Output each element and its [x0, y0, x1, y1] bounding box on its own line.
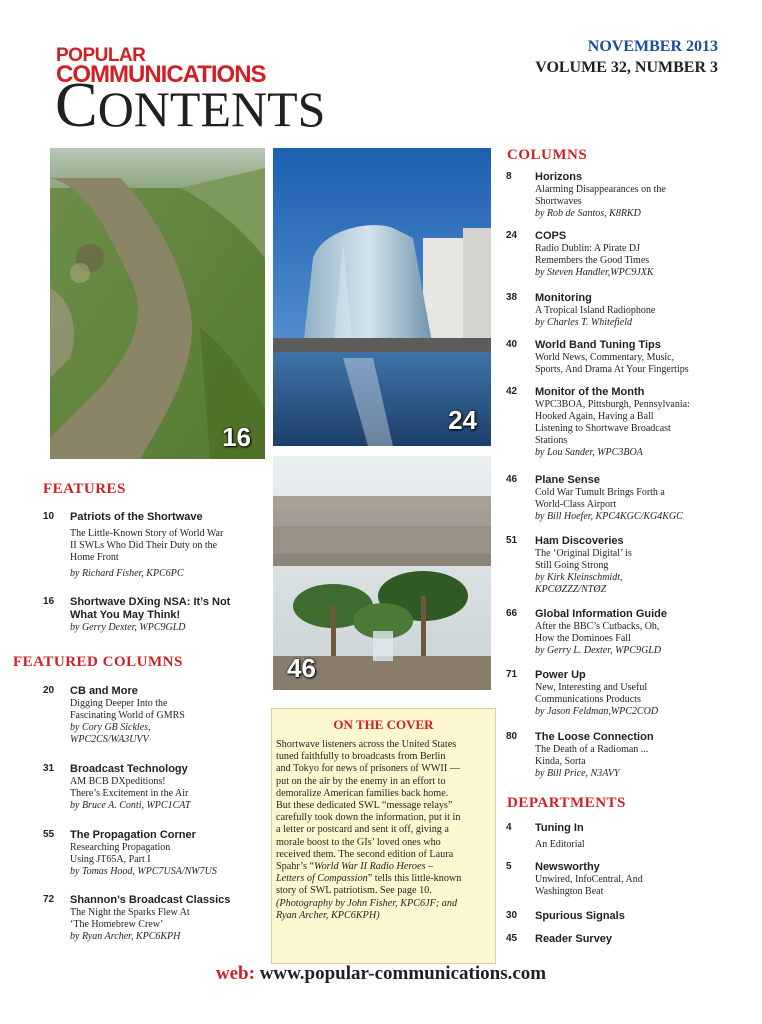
masthead-contents: CONTENTS — [55, 69, 326, 140]
entry-author: by Jason Feldman,WPC2COD — [535, 706, 659, 717]
page-number: 55 — [43, 829, 55, 840]
entry-author: by Rob de Santos, K8RKD — [535, 208, 641, 219]
entry-desc: The Death of a Radioman ... — [535, 744, 649, 755]
entry-title: Shannon’s Broadcast Classics — [70, 894, 231, 906]
entry-desc: The Little-Known Story of World War — [70, 528, 224, 539]
entry-title: Patriots of the Shortwave — [70, 511, 203, 523]
entry-desc: Unwired, InfoCentral, And — [535, 874, 643, 885]
page-number: 16 — [43, 596, 55, 607]
entry-author: WPC2CS/WA3UVV — [70, 734, 149, 745]
entry-title: Newsworthy — [535, 861, 600, 873]
web-label: web: — [215, 963, 255, 984]
entry-desc: Researching Propagation — [70, 842, 171, 853]
page-number: 30 — [506, 910, 518, 921]
page-number: 45 — [506, 933, 518, 944]
entry-desc: Listening to Shortwave Broadcast — [535, 423, 671, 434]
building-image — [273, 148, 491, 446]
page-number: 42 — [506, 386, 518, 397]
entry-author: by Lou Sander, WPC3BOA — [535, 447, 643, 458]
cover-text: Shortwave listeners across the United States tuned faithfully to broadcasts from Berlin and Tokyo for news of prisoners of WWII — put on the air by the enemy in an effort to demoralize American families back home. But these dedicated SWL “message relays” carefully took down the information, put it in a letter or postcard and sent it off, giving a morale boost to the GIs’ loved ones who received them. The second edition of Laura Spahr’s “World War II Radio Heroes – Letters of Compassion” tells this little-known story of SWL patriotism. See page 10. (Photography by John Fisher, KPC6JF; and Ryan Archer, KPC6KPH) — [276, 739, 462, 921]
page-number: 46 — [506, 474, 518, 485]
entry-desc: WPC3BOA, Pittsburgh, Pennsylvania: — [535, 399, 690, 410]
entry-title: Reader Survey — [535, 933, 613, 945]
entry-title: Plane Sense — [535, 474, 600, 486]
entry-desc: An Editorial — [535, 839, 585, 850]
page-number: 38 — [506, 292, 518, 303]
entry-author: by Richard Fisher, KPC6PC — [70, 568, 184, 579]
entry-desc: Cold War Tumult Brings Forth a — [535, 487, 665, 498]
page-number: 4 — [506, 822, 512, 833]
page-number: 5 — [506, 861, 512, 872]
entry-desc: II SWLs Who Did Their Duty on the — [70, 540, 218, 551]
entry-desc: Fascinating World of GMRS — [70, 710, 185, 721]
entry-author: by Cory GB Sickles, — [70, 722, 151, 733]
airport-atrium-photo — [273, 456, 491, 690]
entry-desc: Washington Beat — [535, 886, 604, 897]
entry-desc: AM BCB DXpeditions! — [70, 776, 166, 787]
entry-desc: World News, Commentary, Music, — [535, 352, 675, 363]
entry-author: by Gerry Dexter, WPC9GLD — [70, 622, 186, 633]
entry-author: by Charles T. Whitefield — [535, 317, 633, 328]
entry-desc: ‘The Homebrew Crew’ — [70, 919, 164, 930]
cover-heading: ON THE COVER — [333, 717, 434, 732]
entry-title: What You May Think! — [70, 609, 181, 621]
page-number: 8 — [506, 171, 512, 182]
entry-desc: Radio Dublin: A Pirate DJ — [535, 243, 640, 254]
entry-author: by Bill Hoefer, KPC4KGC/KG4KGC — [535, 511, 683, 522]
on-the-cover-box — [271, 708, 496, 964]
entry-desc: Sports, And Drama At Your Fingertips — [535, 364, 689, 375]
entry-desc: How the Dominoes Fall — [535, 633, 631, 644]
page-number: 72 — [43, 894, 55, 905]
entry-author: by Kirk Kleinschmidt, — [535, 572, 623, 583]
entry-desc: World-Class Airport — [535, 499, 617, 510]
website-url[interactable]: www.popular-communications.com — [259, 963, 547, 984]
entry-desc: The ‘Original Digital’ is — [535, 548, 632, 559]
page-number: 24 — [506, 230, 518, 241]
entry-desc: Remembers the Good Times — [535, 255, 650, 266]
website-footer[interactable] — [0, 963, 762, 985]
entry-author: by Bruce A. Conti, WPC1CAT — [70, 800, 191, 811]
entry-desc: Hooked Again, Having a Ball — [535, 411, 654, 422]
entry-desc: Home Front — [70, 552, 119, 563]
entry-title: CB and More — [70, 685, 138, 697]
entry-title: Broadcast Technology — [70, 763, 188, 775]
entry-desc: The Night the Sparks Flew At — [70, 907, 190, 918]
photo-page-label-24: 24 — [448, 405, 477, 435]
convention-centre-photo — [273, 148, 491, 446]
entry-desc: Stations — [535, 435, 568, 446]
entry-title: Horizons — [535, 171, 583, 183]
entry-title: Spurious Signals — [535, 910, 625, 922]
entry-title: Shortwave DXing NSA: It’s Not — [70, 596, 231, 608]
entry-desc: There’s Excitement in the Air — [70, 788, 189, 799]
entry-title: Monitoring — [535, 292, 592, 304]
page-number: 10 — [43, 511, 55, 522]
entry-desc: New, Interesting and Useful — [535, 682, 648, 693]
entry-desc: Digging Deeper Into the — [70, 698, 168, 709]
entry-desc: Communications Products — [535, 694, 641, 705]
entry-desc: Using JT65A, Part I — [70, 854, 151, 865]
page-number: 31 — [43, 763, 55, 774]
river-aerial-photo — [50, 148, 265, 459]
issue-date: NOVEMBER 2013 — [587, 38, 718, 55]
columns-heading: COLUMNS — [507, 147, 588, 163]
entry-desc: Still Going Strong — [535, 560, 609, 571]
masthead-popular: POPULAR — [56, 45, 146, 66]
entry-title: World Band Tuning Tips — [535, 339, 661, 351]
masthead-communications: COMMUNICATIONS — [56, 61, 266, 88]
issue-volume: VOLUME 32, NUMBER 3 — [535, 59, 718, 76]
featured-columns-heading: FEATURED COLUMNS — [13, 654, 183, 670]
photo-page-label-16: 16 — [222, 422, 251, 452]
entry-title: Power Up — [535, 669, 586, 681]
river-aerial-image — [50, 148, 265, 459]
entry-desc: Shortwaves — [535, 196, 582, 207]
entry-desc: Alarming Disappearances on the — [535, 184, 666, 195]
entry-desc: After the BBC’s Cutbacks, Oh, — [535, 621, 660, 632]
entry-author: by Gerry L. Dexter, WPC9GLD — [535, 645, 662, 656]
entry-author: by Tomas Hood, WPC7USA/NW7US — [70, 866, 217, 877]
entry-author: by Steven Handler,WPC9JXK — [535, 267, 654, 278]
page-number: 20 — [43, 685, 55, 696]
entry-title: COPS — [535, 230, 567, 242]
page-number: 40 — [506, 339, 518, 350]
entry-desc: A Tropical Island Radiophone — [535, 305, 656, 316]
photo-page-label-46: 46 — [287, 653, 316, 683]
entry-title: Monitor of the Month — [535, 386, 645, 398]
departments-heading: DEPARTMENTS — [507, 795, 626, 811]
entry-title: Tuning In — [535, 822, 584, 834]
entry-title: Global Information Guide — [535, 608, 667, 620]
features-heading: FEATURES — [43, 481, 126, 497]
entry-author: by Bill Price, N3AVY — [535, 768, 620, 779]
page-number: 51 — [506, 535, 518, 546]
entry-desc: Kinda, Sorta — [535, 756, 586, 767]
entry-title: The Loose Connection — [535, 731, 654, 743]
entry-title: Ham Discoveries — [535, 535, 624, 547]
page-number: 71 — [506, 669, 518, 680]
page-number: 80 — [506, 731, 518, 742]
entry-title: The Propagation Corner — [70, 829, 196, 841]
page-number: 66 — [506, 608, 518, 619]
entry-author: by Ryan Archer, KPC6KPH — [70, 931, 181, 942]
entry-author: KPCØZZZ/NTØZ — [535, 584, 607, 595]
